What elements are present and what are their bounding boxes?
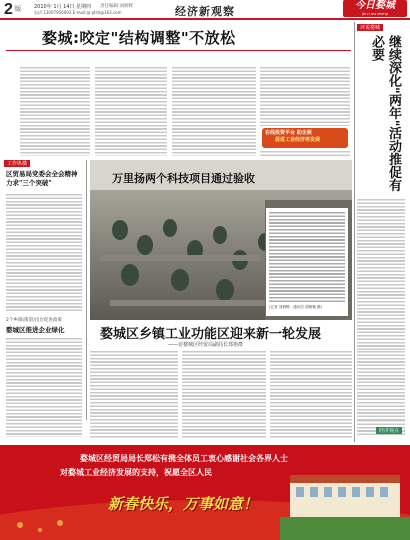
left-article2-body <box>6 337 82 437</box>
photo-caption-title: 万里扬两个科技项目通过验收 <box>112 172 255 185</box>
factory-photo <box>90 160 352 320</box>
logo <box>343 0 407 17</box>
editor-line: 责任编辑:刘炳辉 <box>100 4 134 9</box>
ad-line1: 婺城区经贸局局长郑松有携全体员工衷心感谢社会各界人士 <box>80 454 288 463</box>
date-line: 2010年 1月 14日 星期四 <box>34 4 92 10</box>
left-article2-title: 婺城区推进企业绿化 <box>6 326 65 334</box>
promo-badge-line1: 在线投资平台 助企展 <box>265 130 312 136</box>
ad-greeting: 新春快乐，万事如意！ <box>108 495 259 513</box>
page-number: 2 <box>4 1 13 18</box>
main-article-col4b <box>260 150 350 158</box>
main-article-col3 <box>172 66 256 156</box>
bottom-tag: 经济视点 <box>376 427 402 434</box>
left-section-tag: 工作纵横 <box>4 160 30 167</box>
headline-rule <box>6 50 351 51</box>
left-col-divider <box>86 160 87 420</box>
left-article1-title: 区贸易局党委会全会精神力求"三个突破" <box>6 170 78 187</box>
logo-sub: jin ri wu cheng <box>362 12 388 16</box>
left-article1-body <box>6 193 82 313</box>
left-article2-subtitle: 2个乡镇(街道)出台促进政策 <box>6 318 62 323</box>
masthead <box>0 0 410 18</box>
photo-caption-box <box>266 208 348 316</box>
sidebar-vertical-title: 继续深化"两年"活动推促有必要 <box>369 35 401 192</box>
main-article-col2 <box>95 66 167 156</box>
feature-subtitle: ——访婺城区经贸局副局长郑艳群 <box>168 342 244 348</box>
masthead-rule <box>0 18 410 20</box>
photo-caption-credit: (记者 刘炳辉、通讯员 胡相顺 摄) <box>269 305 322 309</box>
promo-badge-line2: 促进工业经济再发展 <box>275 137 321 143</box>
ad-line2: 对婺城工业经济发展的支持，祝愿全区人民 <box>60 468 212 477</box>
phone-line: 电话:13007956093 E-mail:@ ptrb@163.com <box>34 10 122 15</box>
ad-banner <box>0 445 410 540</box>
sidebar-divider <box>354 22 355 442</box>
feature-title: 婺城区乡镇工业功能区迎来新一轮发展 <box>100 327 322 342</box>
main-article-col1 <box>20 66 90 156</box>
sidebar-body-lower <box>357 350 405 420</box>
feature-body-col1 <box>90 350 178 438</box>
edition-label: 版 <box>15 6 22 13</box>
photo-caption-text <box>269 211 345 303</box>
main-article-col4 <box>260 66 350 126</box>
feature-body-col3 <box>270 350 352 438</box>
logo-text: 今日婺城 <box>355 0 395 11</box>
section-title: 经济新观察 <box>175 5 235 18</box>
sidebar-tag: 评说婺城 <box>357 24 383 31</box>
main-headline: 婺城:咬定"结构调整"不放松 <box>42 29 236 47</box>
promo-badge <box>262 128 348 148</box>
feature-body-col2 <box>182 350 266 438</box>
